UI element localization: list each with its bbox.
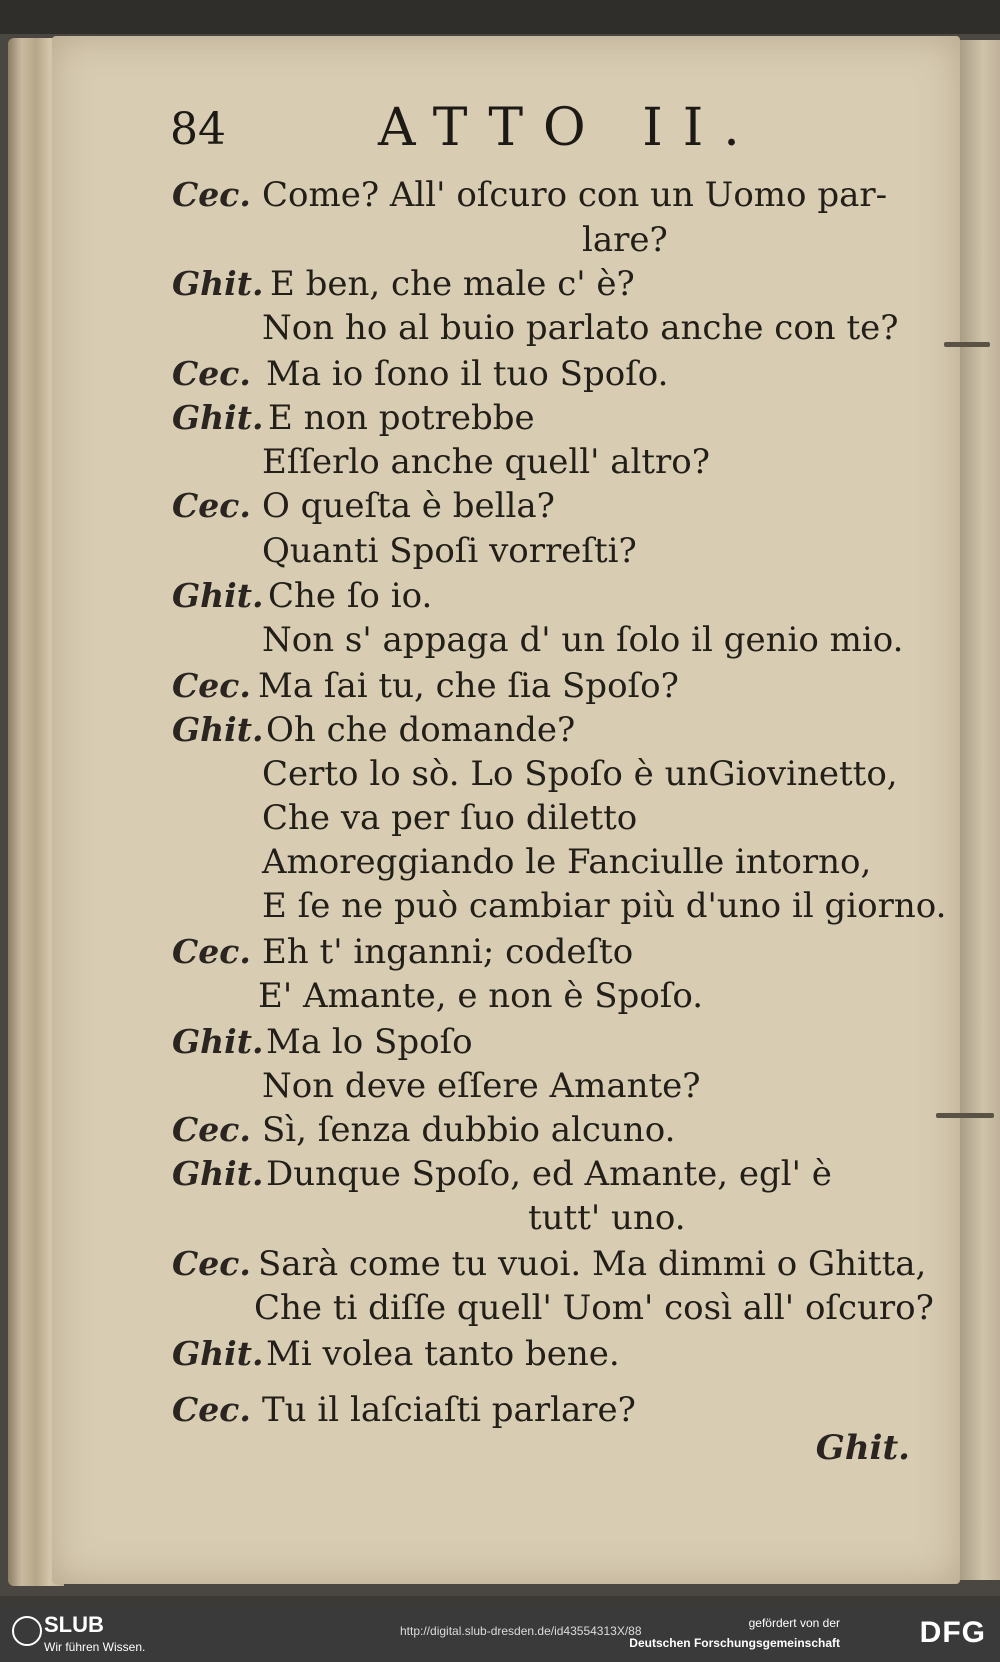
speaker-label: Cec.: [172, 1390, 251, 1429]
speaker-label: Cec.: [172, 1110, 251, 1149]
verse-line: Dunque Spoſo, ed Amante, egl' è: [266, 1154, 832, 1194]
funder-name: Deutschen Forschungsgemeinschaft: [629, 1636, 840, 1650]
verse-line: E ben, che male c' è?: [270, 264, 635, 304]
running-head: [170, 98, 930, 158]
verse-line: Tu il laſciaſti parlare?: [262, 1390, 636, 1430]
speaker-label: Cec.: [172, 175, 251, 214]
verse-line: Certo lo sò. Lo Spoſo è unGiovinetto,: [262, 754, 898, 794]
verse-line: lare?: [582, 220, 668, 260]
speaker-label: Cec.: [172, 354, 251, 393]
speaker-label: Ghit.: [172, 1154, 264, 1193]
verse-line: Che ſo io.: [268, 576, 433, 616]
verse-line: Mi volea tanto bene.: [266, 1334, 620, 1374]
verse-line: Come? All' oſcuro con un Uomo par-: [262, 175, 888, 215]
library-tagline: Wir führen Wissen.: [44, 1640, 146, 1654]
verse-line: Sì, ſenza dubbio alcuno.: [262, 1110, 676, 1150]
dfg-logo: DFG: [919, 1616, 986, 1649]
speaker-label: Cec.: [172, 1244, 251, 1283]
speaker-label: Ghit.: [172, 398, 264, 437]
verse-line: Quanti Spoſi vorreſti?: [262, 531, 637, 571]
speaker-label: Ghit.: [172, 264, 264, 303]
speaker-label: Ghit.: [172, 576, 264, 615]
verse-line: E' Amante, e non è Spoſo.: [258, 976, 704, 1016]
verse-line: O queſta è bella?: [262, 486, 555, 526]
verse-line: Che va per ſuo diletto: [262, 798, 638, 838]
speaker-label: Cec.: [172, 932, 251, 971]
pin-mark-icon: [936, 1113, 994, 1118]
speaker-label: Ghit.: [172, 1022, 264, 1061]
speaker-label: Ghit.: [172, 1334, 264, 1373]
verse-line: Non deve eſſere Amante?: [262, 1066, 701, 1106]
verse-line: Eſſerlo anche quell' altro?: [262, 442, 710, 482]
act-title: ATTO II.: [378, 98, 760, 158]
speaker-label: Ghit.: [172, 710, 264, 749]
verse-line: Non s' appaga d' un ſolo il genio mio.: [262, 620, 904, 660]
verse-line: Oh che domande?: [266, 710, 576, 750]
verse-line: Ma ſai tu, che ſia Spoſo?: [258, 666, 679, 706]
speaker-label: Cec.: [172, 666, 251, 705]
page-number: 84: [170, 104, 226, 155]
verse-line: Non ho al buio parlato anche con te?: [262, 308, 899, 348]
verse-line: Eh t' inganni; codeſto: [262, 932, 634, 972]
verse-line: Sarà come tu vuoi. Ma dimmi o Ghitta,: [258, 1244, 927, 1284]
verse-line: Amoreggiando le Fanciulle intorno,: [262, 842, 872, 882]
verse-line: Che ti diſſe quell' Uom' così all' oſcuro?: [254, 1288, 934, 1328]
verse-line: E ſe ne può cambiar più d'uno il giorno.: [262, 886, 947, 926]
verse-line: Ma io ſono il tuo Spoſo.: [266, 354, 669, 394]
footer-bar: [0, 1608, 1000, 1662]
source-link[interactable]: http://digital.slub-dresden.de/id43554313X/88: [400, 1624, 642, 1638]
slub-logo-icon: [12, 1616, 42, 1646]
speaker-label: Cec.: [172, 486, 251, 525]
verse-line: Ma lo Spoſo: [266, 1022, 473, 1062]
verse-line: tutt' uno.: [528, 1198, 686, 1238]
pin-mark-icon: [944, 342, 990, 347]
page-stack-right: [958, 40, 1000, 1580]
library-name: SLUB: [44, 1612, 104, 1637]
funding-note: gefördert von der: [748, 1616, 840, 1630]
catchword: Ghit.: [815, 1428, 910, 1468]
verse-line: E non potrebbe: [268, 398, 535, 438]
